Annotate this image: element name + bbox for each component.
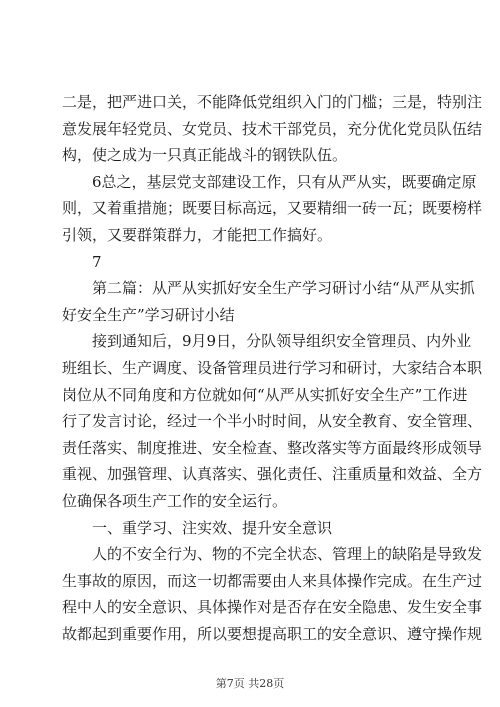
text-line: 行了发言讨论，经过一个半小时时间，从安全教育、安全管理、 <box>62 412 483 431</box>
text-line: 班组长、生产调度、设备管理员进行学习和研讨，大家结合本职 <box>62 358 483 377</box>
text-line: 意发展年轻党员、女党员、技术干部党员，充分优化党员队伍结 <box>62 119 483 138</box>
text-line: 人的不安全行为、物的不完全状态、管理上的缺陷是导致发 <box>92 545 483 564</box>
text-line: 责任落实、制度推进、安全检查、整改落实等方面最终形成领导 <box>62 438 483 457</box>
text-line: 接到通知后，9月9日，分队领导组织安全管理员、内外业 <box>92 332 472 351</box>
text-line: 引领，又要群策群力，才能把工作搞好。 <box>62 225 333 244</box>
document-body <box>62 89 483 647</box>
text-line: 程中人的安全意识、具体操作对是否存在安全隐患、发生安全事 <box>62 598 483 617</box>
text-line: 故都起到重要作用，所以要想提高职工的安全意识、遵守操作规 <box>62 624 483 643</box>
text-line: 重视、加强管理、认真落实、强化责任、注重质量和效益、全方 <box>62 465 483 484</box>
section-heading: 第二篇：从严从实抓好安全生产学习研讨小结“从严从实抓 <box>92 279 475 298</box>
text-line: 6总之，基层党支部建设工作，只有从严从实，既要确定原 <box>92 172 477 191</box>
page-number-marker: 7 <box>92 252 102 271</box>
text-line: 构，使之成为一只真正能战斗的钢铁队伍。 <box>62 146 348 165</box>
text-line: 岗位从不同角度和方位就如何“从严从实抓好安全生产”工作进 <box>62 385 468 404</box>
text-line: 则，又着重措施；既要目标高远，又要精细一砖一瓦；既要榜样 <box>62 199 483 218</box>
page-footer: 第7页 共28页 <box>215 677 285 690</box>
text-line: 位确保各项生产工作的安全运行。 <box>62 491 288 510</box>
text-line: 二是，把严进口关，不能降低党组织入门的门槛；三是，特别注 <box>62 93 483 111</box>
subsection-heading: 一、重学习、注实效、提升安全意识 <box>92 518 333 537</box>
text-line: 生事故的原因，而这一切都需要由人来具体操作完成。在生产过 <box>62 571 483 590</box>
section-heading: 好安全生产”学习研讨小结 <box>62 305 235 324</box>
